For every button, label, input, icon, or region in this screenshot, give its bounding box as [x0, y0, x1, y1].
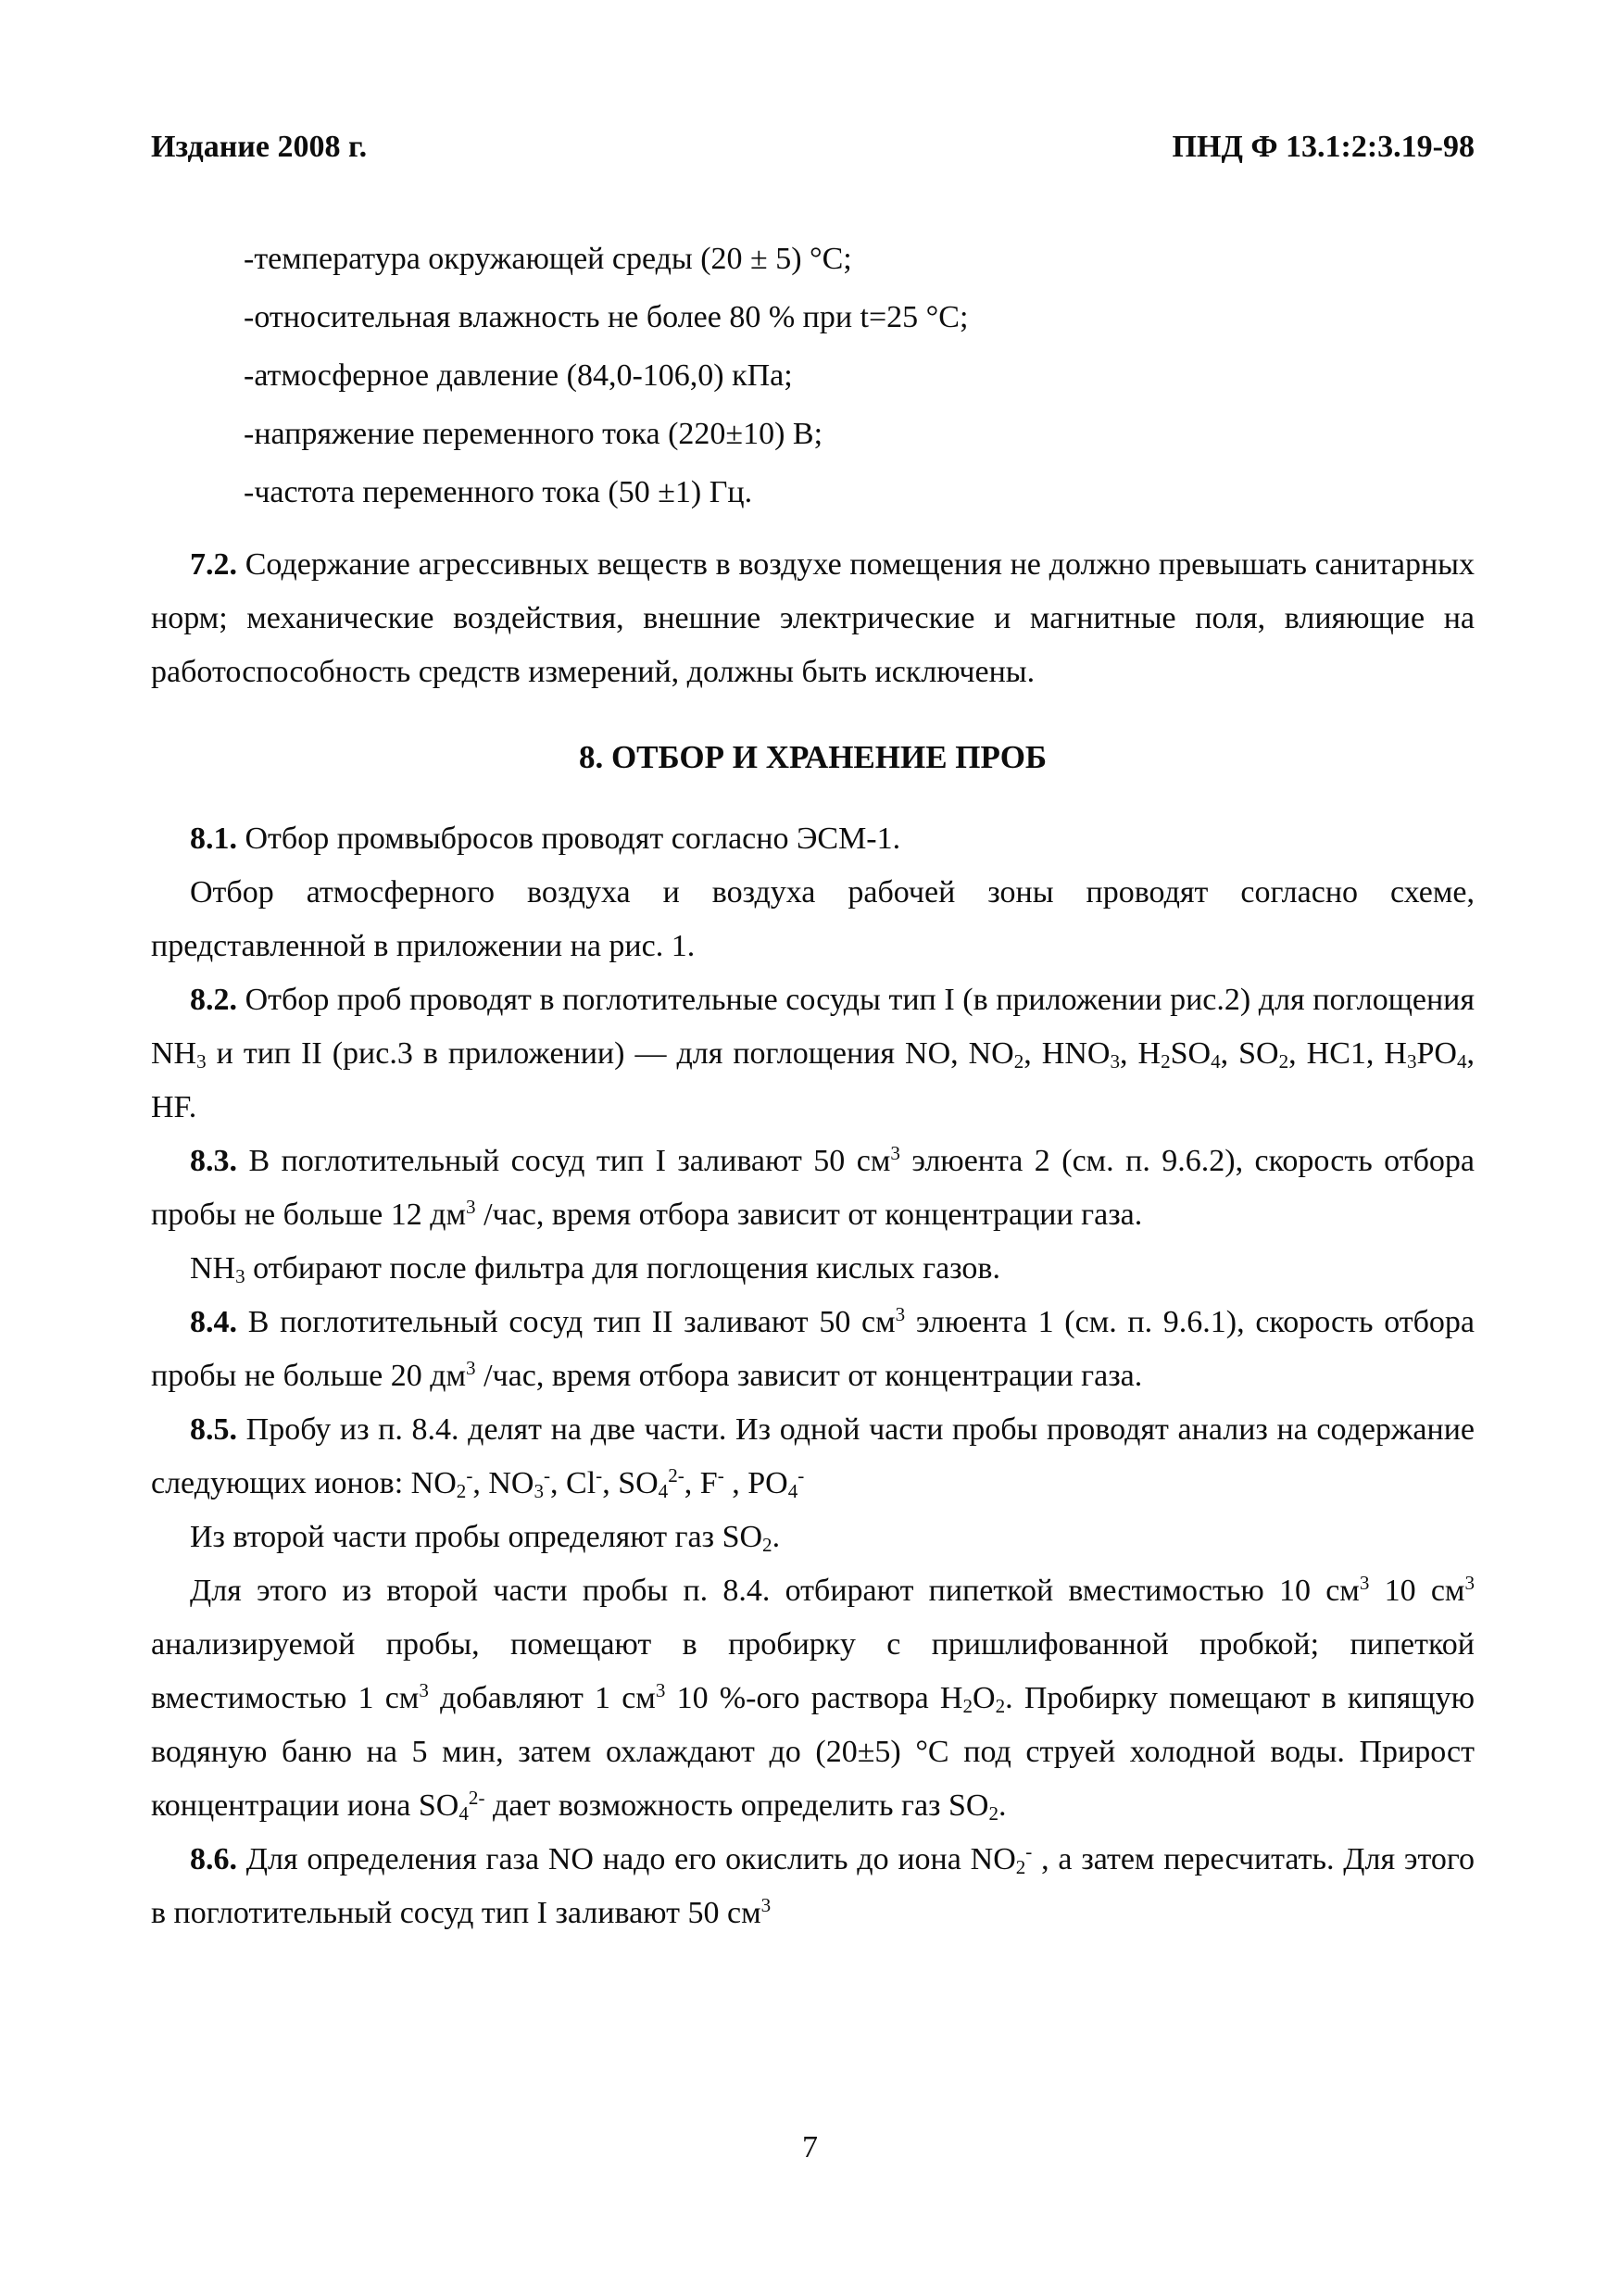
condition-item-voltage: -напряжение переменного тока (220±10) В;	[244, 417, 823, 451]
paragraph-8-5: 8.5. Пробу из п. 8.4. делят на две части. Из одной части пробы проводят анализ на содержание следующих ионов: $NO_2^-$, $NO_3^-$, Cl-, $SO_4^{2-}$, F- , $PO_4^-$	[151, 1412, 1475, 1502]
paragraph-8-1-continued: Отбор атмосферного воздуха и воздуха рабочей зоны проводят согласно схеме, представленной в приложении на рис. 1.	[151, 875, 1475, 963]
paragraph-8-1: 8.1. Отбор промвыбросов проводят согласно ЭСМ-1.	[190, 822, 901, 856]
paragraph-7-2: 7.2. Содержание агрессивных веществ в воздухе помещения не должно превышать санитарных норм; механические воздействия, внешние электрические и магнитные поля, влияющие на работоспособность средств измерений, должны быть исключены.	[151, 547, 1475, 689]
condition-item-humidity: -относительная влажность не более 80 % при t=25 °С;	[244, 300, 969, 334]
page-header	[151, 130, 1475, 165]
paragraph-8-3: 8.3. В поглотительный сосуд тип I заливают 50 $см^3$ элюента 2 (см. п. 9.6.2), скорость отбора пробы не больше 12 $дм^3$ /час, время отбора зависит от концентрации газа.	[151, 1142, 1475, 1232]
paragraph-8-4: 8.4. В поглотительный сосуд тип II заливают 50 $см^3$ элюента 1 (см. п. 9.6.1), скорость отбора пробы не больше 20 $дм^3$ /час, время отбора зависит от концентрации газа.	[151, 1303, 1475, 1393]
document-body	[151, 230, 1475, 1940]
condition-item-frequency: -частота переменного тока (50 ±1) Гц.	[244, 475, 753, 509]
section-8-heading: 8. ОТБОР И ХРАНЕНИЕ ПРОБ	[578, 739, 1048, 775]
edition-label: Издание 2008 г.	[151, 130, 368, 164]
paragraph-so2-procedure: Для этого из второй части пробы п. 8.4. отбирают пипеткой вместимостью 10 $см^3$ 10 $см^3$ анализируемой пробы, помещают в пробирку с пришлифованной пробкой; пипеткой вместимостью 1 $см^3$ добавляют 1 $см^3$ 10 %-ого раствора $Н_2О_2$. Пробирку помещают в кипящую водяную баню на 5 мин, затем охлаждают до (20±5) °С под струей холодной воды. Прирост концентрации иона $SO_4^{2-}$ дает возможность определить газ $SO_2$.	[151, 1572, 1475, 1825]
paragraph-nh3-note: $NH_3$ отбирают после фильтра для поглощения кислых газов.	[190, 1251, 1000, 1287]
paragraph-so2-note: Из второй части пробы определяют газ $SO_2$.	[190, 1520, 781, 1556]
paragraph-8-6: 8.6. Для определения газа NO надо его окислить до иона $NO_2^-$ , а затем пересчитать. Для этого в поглотительный сосуд тип I заливают 50 $см^3$	[151, 1840, 1475, 1930]
paragraph-8-2: 8.2. Отбор проб проводят в поглотительные сосуды тип I (в приложении рис.2) для поглощения $NH_3$ и тип II (рис.3 в приложении) — для поглощения NO, $NO_2$, $HNO_3$, $H_2SO_4$, $SO_2$, HC1, $H_3PO_4$, HF.	[151, 983, 1475, 1124]
conditions-list	[151, 230, 1475, 521]
document-code: ПНД Ф 13.1:2:3.19-98	[1172, 130, 1475, 164]
page-number: 7	[802, 2130, 818, 2164]
condition-item-temperature: -температура окружающей среды (20 ± 5) °С;	[244, 242, 852, 276]
condition-item-pressure: -атмосферное давление (84,0-106,0) кПа;	[244, 358, 793, 393]
